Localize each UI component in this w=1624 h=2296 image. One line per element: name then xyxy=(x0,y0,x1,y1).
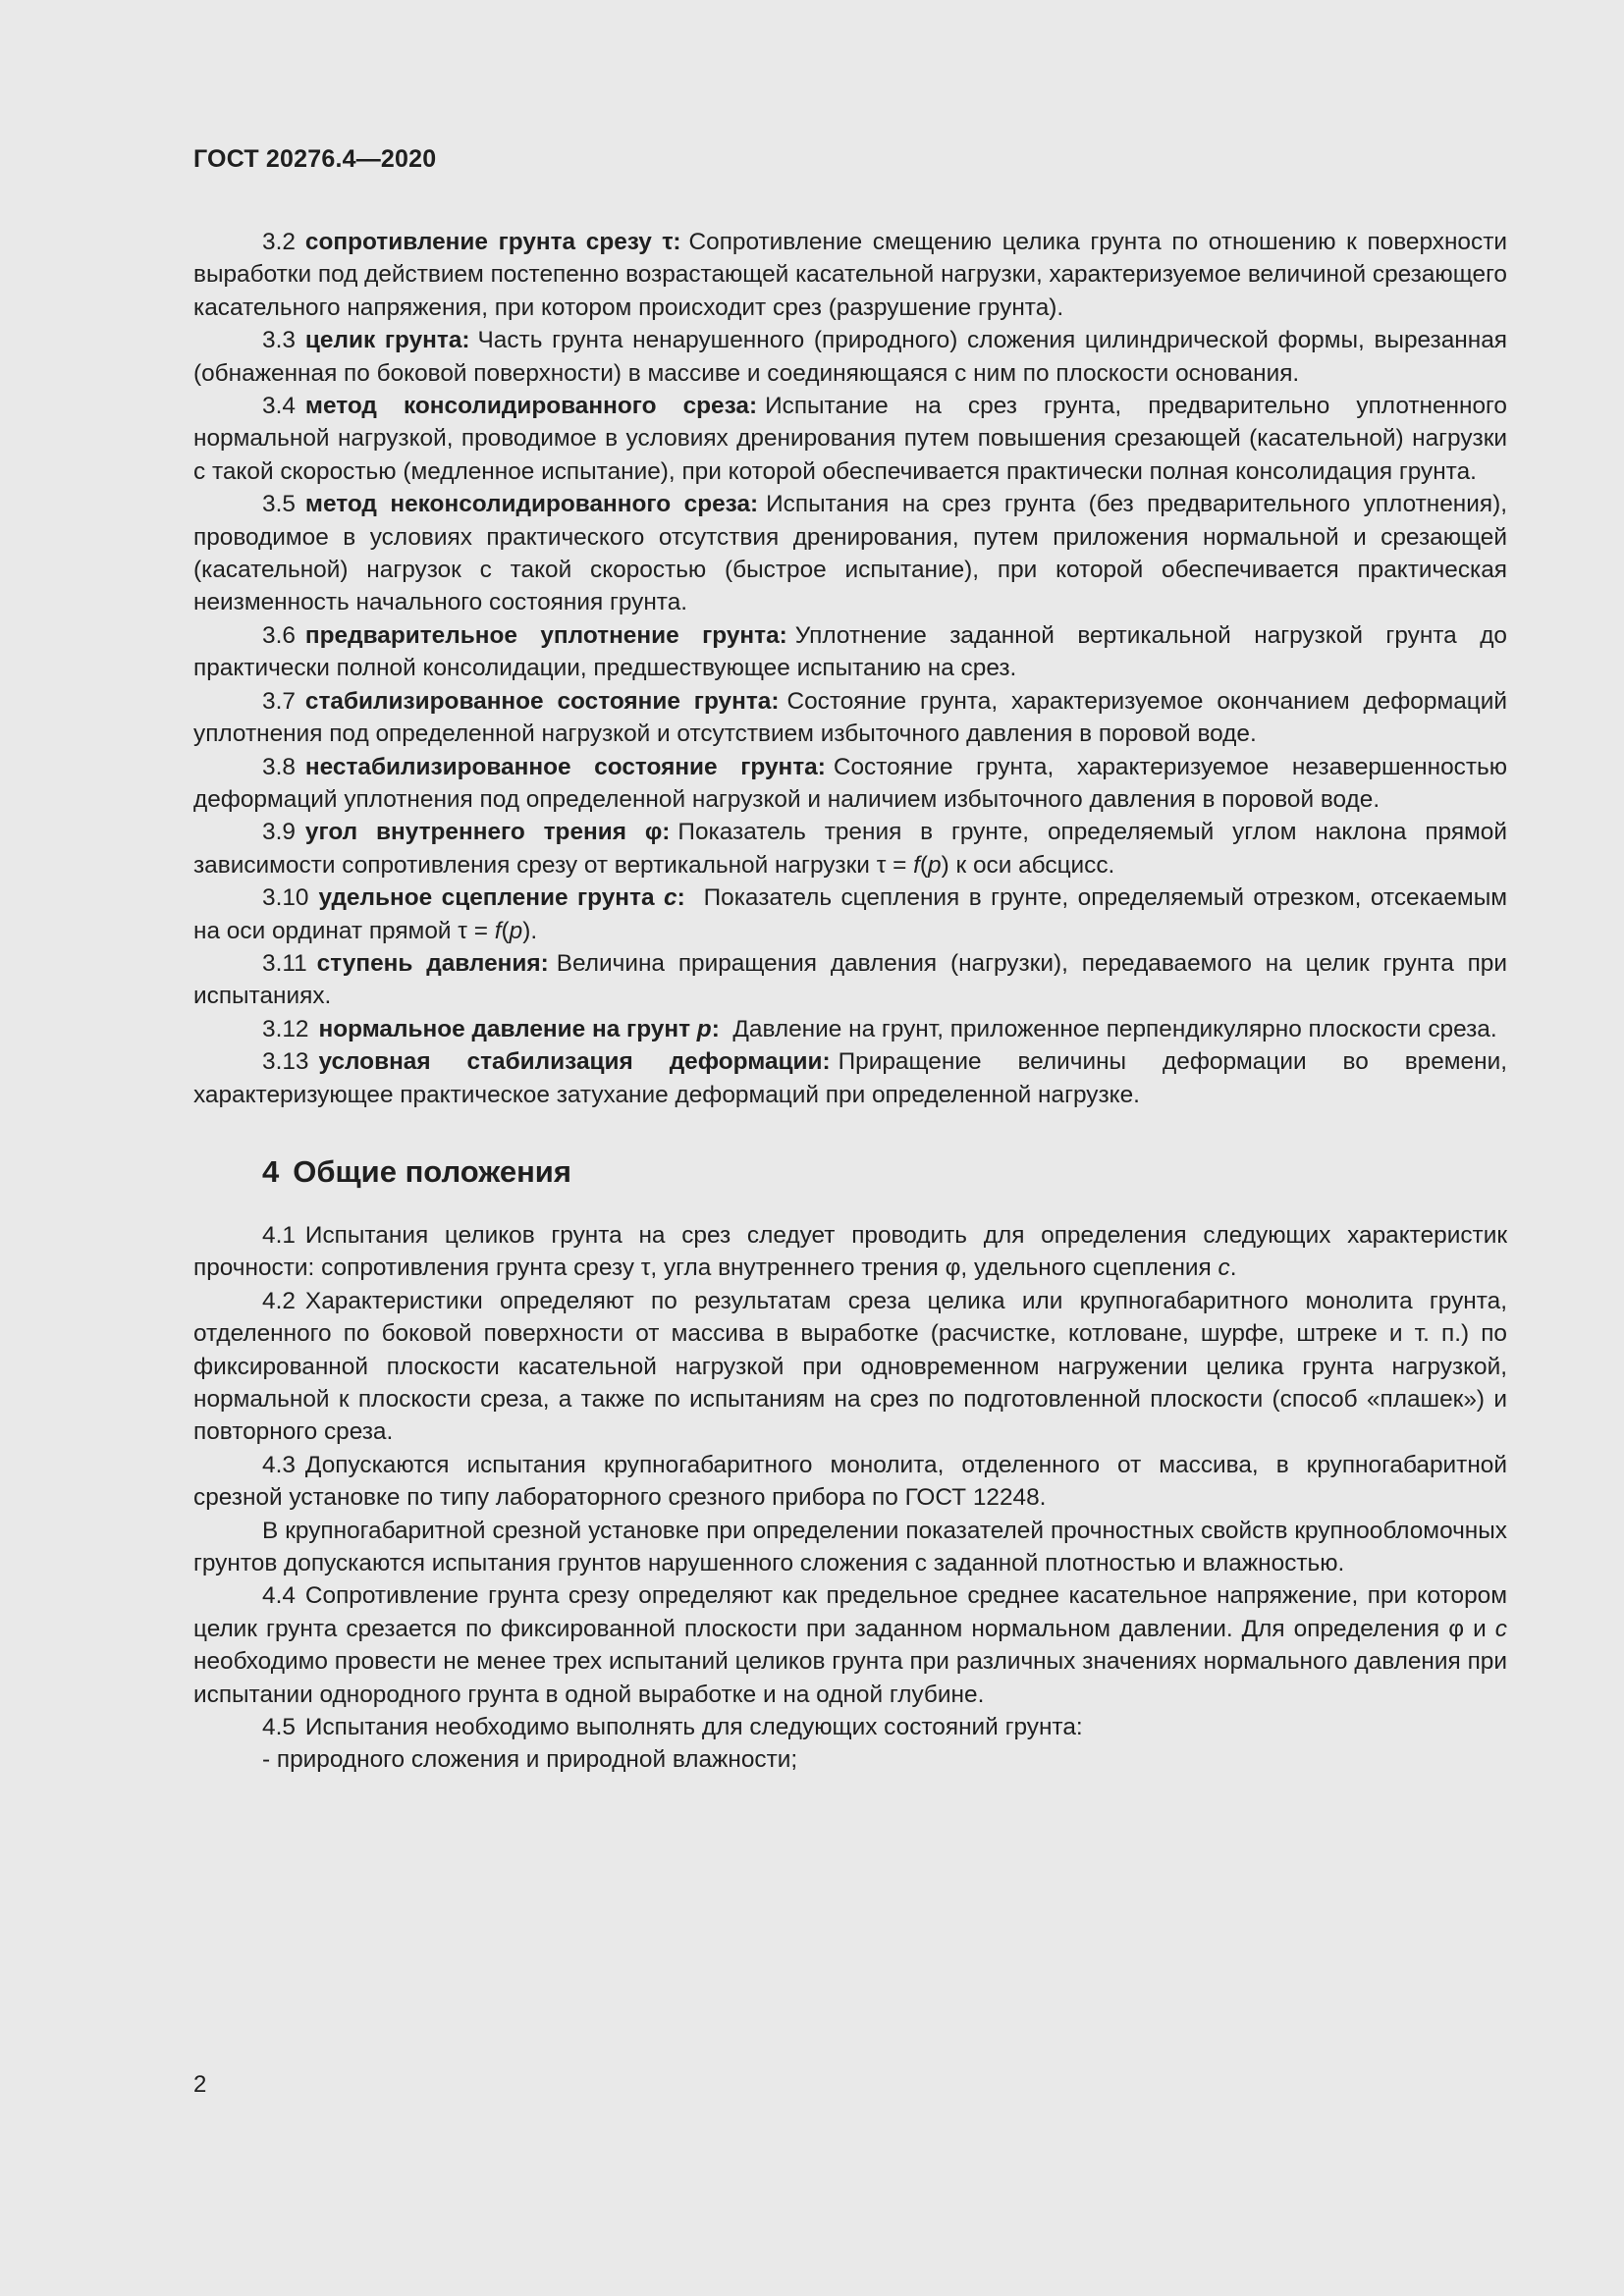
definition-text: Часть грунта ненарушенного (природного) сложения цилиндрической формы, вырезанная (обнаженная по боковой поверхности) в массиве и соединяющаяся с ним по плоскости основания. xyxy=(193,327,1507,387)
variable-c: c xyxy=(1218,1255,1230,1282)
term: ступень давления: xyxy=(316,949,549,977)
term: нестабилизированное состояние грунта: xyxy=(304,753,826,780)
paragraph-4-2 xyxy=(193,1285,1507,1449)
term: нормальное давление на грунт p: xyxy=(318,1015,720,1042)
paragraph-4-1 xyxy=(193,1219,1507,1285)
definition-text: Состояние грунта, характеризуемое окончанием деформаций уплотнения под определенной нагрузкой и отсутствием избыточного давления в поровой воде. xyxy=(193,687,1507,748)
definition-3-5 xyxy=(193,488,1507,619)
clause-number: 3.4 xyxy=(262,393,296,420)
document-code-header: ГОСТ 20276.4—2020 xyxy=(193,145,437,173)
term: стабилизированное состояние грунта: xyxy=(304,687,780,715)
document-body xyxy=(193,226,1507,1777)
clause-number: 4.2 xyxy=(262,1287,296,1314)
definition-text: Показатель трения в грунте, определяемый углом наклона прямой зависимости сопротивления срезу от вертикальной нагрузки τ = xyxy=(193,819,1507,879)
term-variable: c xyxy=(664,884,677,912)
definition-text-end: ) к оси абсцисс. xyxy=(941,851,1115,879)
clause-number: 3.5 xyxy=(262,491,296,518)
clause-number: 3.2 xyxy=(262,229,296,255)
clause-number: 3.11 xyxy=(262,949,307,977)
clause-number: 4.5 xyxy=(262,1714,296,1741)
term: метод неконсолидированного среза: xyxy=(304,491,759,518)
paragraph-4-4 xyxy=(193,1579,1507,1711)
clause-number: 3.3 xyxy=(262,327,296,354)
paragraph-4-5 xyxy=(193,1711,1507,1743)
paragraph-text: В крупногабаритной срезной установке при определении показателей прочностных свойств крупнообломочных грунтов допускаются испытания грунтов нарушенного сложения с заданной плотностью и влажностью. xyxy=(193,1517,1507,1577)
page-number: 2 xyxy=(193,2071,207,2098)
paragraph-text: Испытания необходимо выполнять для следующих состояний грунта: xyxy=(304,1714,1083,1741)
paragraph-text: Допускаются испытания крупногабаритного монолита, отделенного от массива, в крупногабаритной срезной установке по типу лабораторного срезного прибора по ГОСТ 12248. xyxy=(193,1451,1507,1512)
variable-c: c xyxy=(1494,1615,1507,1642)
clause-number: 3.9 xyxy=(262,819,296,846)
list-item: - природного сложения и природной влажности; xyxy=(262,1746,798,1774)
clause-number: 3.12 xyxy=(262,1015,309,1042)
definition-text: Сопротивление смещению целика грунта по отношению к поверхности выработки под действием постепенно возрастающей касательной нагрузки, характеризуемое величиной срезающего касательного напряжения, при котором происходит срез (разрушение грунта). xyxy=(193,229,1507,321)
definition-3-9 xyxy=(193,816,1507,881)
term: целик грунта: xyxy=(304,327,470,354)
section-4-heading xyxy=(262,1154,1507,1190)
clause-number: 3.8 xyxy=(262,753,296,780)
definition-text: Давление на грунт, приложенное перпендикулярно плоскости среза. xyxy=(732,1015,1497,1042)
definition-text: Испытания на срез грунта (без предварительного уплотнения), проводимое в условиях практического отсутствия дренирования, путем приложения нормальной и срезающей (касательной) нагрузок с такой скоростью (быстрое испытание), при которой обеспечивается практическая неизменность начального состояния грунта. xyxy=(193,491,1508,616)
paragraph-4-3 xyxy=(193,1449,1507,1515)
term: угол внутреннего трения φ: xyxy=(304,819,671,846)
paragraph-text-continued: необходимо провести не менее трех испытаний целиков грунта при различных значениях нормального давления при испытании однородного грунта в одной выработке и на одной глубине. xyxy=(193,1648,1507,1708)
term: сопротивление грунта срезу τ: xyxy=(304,229,681,255)
formula-function: f xyxy=(913,851,920,879)
definition-3-2 xyxy=(193,226,1507,324)
formula-function: f xyxy=(494,917,502,944)
definition-text: Уплотнение заданной вертикальной нагрузкой грунта до практически полной консолидации, предшествующее испытанию на срез. xyxy=(193,621,1507,682)
definition-3-3 xyxy=(193,324,1507,390)
formula-variable: p xyxy=(509,917,523,944)
definition-text: Величина приращения давления (нагрузки), передаваемого на целик грунта при испытаниях. xyxy=(193,949,1507,1010)
term: предварительное уплотнение грунта: xyxy=(304,621,787,649)
clause-number: 3.7 xyxy=(262,687,296,715)
term-colon: : xyxy=(677,884,685,912)
clause-number: 4.1 xyxy=(262,1221,296,1249)
formula-paren: ( xyxy=(501,917,510,944)
definition-3-6 xyxy=(193,619,1507,685)
paragraph-4-3-continued xyxy=(193,1515,1507,1580)
definition-3-8 xyxy=(193,751,1507,817)
definition-3-7 xyxy=(193,685,1507,751)
term: условная стабилизация деформации: xyxy=(318,1048,831,1076)
paragraph-end: . xyxy=(1229,1255,1237,1282)
definition-text: Приращение величины деформации во времени, характеризующее практическое затухание деформаций при определенной нагрузке. xyxy=(193,1048,1507,1108)
paragraph-text: Характеристики определяют по результатам среза целика или крупногабаритного монолита грунта, отделенного по боковой поверхности от массива в выработке (расчистке, котловане, шурфе, штреке и т. п.) по фиксированной плоскости касательной нагрузкой при одновременном нагружении целика грунта нагрузкой, нормальной к плоскости среза, а также по испытаниям на срез по подготовленной плоскости (способ «плашек») и повторного среза. xyxy=(193,1287,1507,1446)
term: удельное сцепление грунта c: xyxy=(318,884,685,912)
formula-paren: ( xyxy=(919,851,929,879)
clause-number: 3.10 xyxy=(262,884,309,912)
definition-3-13 xyxy=(193,1045,1507,1111)
definition-text: Показатель сцепления в грунте, определяемый отрезком, отсекаемым на оси ординат прямой τ = xyxy=(193,884,1507,944)
term-variable: p xyxy=(696,1015,712,1042)
definition-3-12 xyxy=(193,1013,1507,1045)
term: метод консолидированного среза: xyxy=(304,393,758,420)
clause-number: 3.6 xyxy=(262,621,296,649)
definition-3-11 xyxy=(193,947,1507,1013)
paragraph-text: Испытания целиков грунта на срез следует проводить для определения следующих характеристик прочности: сопротивления грунта срезу τ, угла внутреннего трения φ, удельного сцепления xyxy=(193,1221,1507,1282)
paragraph-text: Сопротивление грунта срезу определяют как предельное среднее касательное напряжение, при котором целик грунта срезается по фиксированной плоскости при заданном нормальном давлении. Для определения φ и xyxy=(193,1582,1507,1642)
clause-number: 4.3 xyxy=(262,1451,296,1478)
definition-text-end: ). xyxy=(522,917,538,944)
clause-number: 3.13 xyxy=(262,1048,309,1076)
definition-3-10 xyxy=(193,881,1507,947)
definition-text: Состояние грунта, характеризуемое незавершенностью деформаций уплотнения под определенной нагрузкой и наличием избыточного давления в поровой воде. xyxy=(193,753,1507,813)
definition-text: Испытание на срез грунта, предварительно уплотненного нормальной нагрузкой, проводимое в условиях дренирования путем повышения срезающей (касательной) нагрузки с такой скоростью (медленное испытание), при которой обеспечивается практически полная консолидация грунта. xyxy=(193,393,1507,485)
definition-3-4 xyxy=(193,390,1507,488)
formula-variable: p xyxy=(928,851,942,879)
clause-number: 4.4 xyxy=(262,1582,296,1610)
section-number: 4 xyxy=(262,1153,280,1189)
term-colon: : xyxy=(711,1015,720,1042)
section-title: Общие положения xyxy=(293,1153,571,1189)
